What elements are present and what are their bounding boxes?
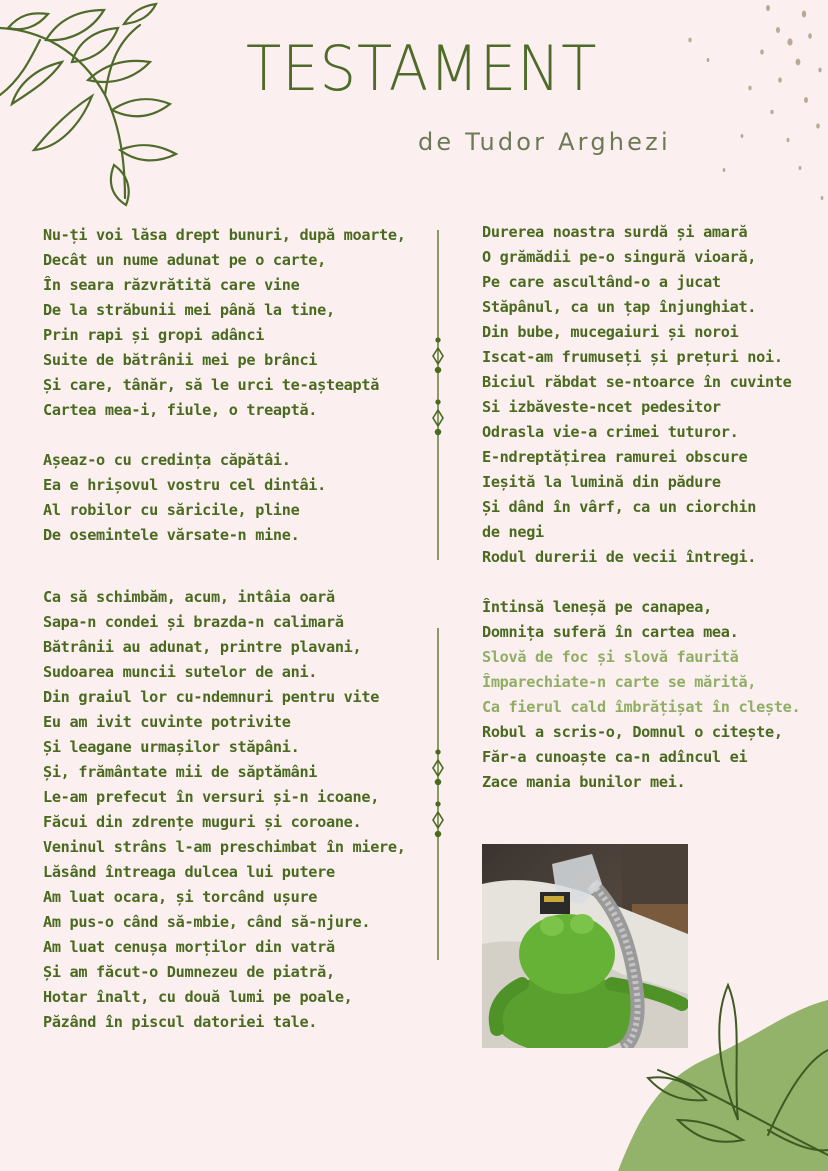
poem-line: de negi bbox=[482, 523, 544, 541]
poem-line: Făcui din zdrențe muguri și coroane. bbox=[43, 813, 362, 831]
leaf-branch-icon bbox=[0, 0, 190, 210]
poem-line: O grămădii pe-o singură vioară, bbox=[482, 248, 757, 266]
poem-line: Din bube, mucegaiuri și noroi bbox=[482, 323, 739, 341]
poem-line: Robul a scris-o, Domnul o citește, bbox=[482, 723, 783, 741]
poem-line: Și leagane urmașilor stăpâni. bbox=[43, 738, 300, 756]
poem-line: Hotar înalt, cu două lumi pe poale, bbox=[43, 988, 353, 1006]
poem-line: Durerea noastra surdă și amară bbox=[482, 223, 748, 241]
poem-line: Sapa-n condei și brazda-n calimară bbox=[43, 613, 344, 631]
poem-line: Și am făcut-o Dumnezeu de piatră, bbox=[43, 963, 335, 981]
poem-line: Iscat-am frumuseți și prețuri noi. bbox=[482, 348, 783, 366]
poem-line: Din graiul lor cu-ndemnuri pentru vite bbox=[43, 688, 380, 706]
poem-line: Rodul durerii de vecii întregi. bbox=[482, 548, 757, 566]
poem-line: Zace mania bunilor mei. bbox=[482, 773, 686, 791]
poem-line: Întinsă leneșă pe canapea, bbox=[482, 598, 712, 616]
author-subtitle: de Tudor Arghezi bbox=[418, 128, 671, 156]
poem-line: Și care, tânăr, să le urci te-așteaptă bbox=[43, 376, 380, 394]
stanza bbox=[482, 220, 802, 570]
poem-line: Prin rapi și gropi adânci bbox=[43, 326, 265, 344]
poem-line: Bătrânii au adunat, printre plavani, bbox=[43, 638, 362, 656]
poem-line: În seara răzvrătită care vine bbox=[43, 276, 300, 294]
poem-line: Domnița suferă în cartea mea. bbox=[482, 623, 739, 641]
poem-line: Am pus-o când să-mbie, când să-njure. bbox=[43, 913, 371, 931]
poem-left-column bbox=[43, 223, 423, 1060]
poem-line: Odrasla vie-a crimei tuturor. bbox=[482, 423, 739, 441]
poem-line: Decât un nume adunat pe o carte, bbox=[43, 251, 326, 269]
poem-line: De osemintele vărsate-n mine. bbox=[43, 526, 300, 544]
poem-line: Biciul răbdat se-ntoarce în cuvinte bbox=[482, 373, 792, 391]
poem-line: Ca să schimbăm, acum, intâia oară bbox=[43, 588, 335, 606]
poem-line: Lăsând întreaga dulcea lui putere bbox=[43, 863, 335, 881]
poem-line: De la străbunii mei până la tine, bbox=[43, 301, 335, 319]
poem-line: Le-am prefecut în versuri și-n icoane, bbox=[43, 788, 380, 806]
poem-line: Si izbăveste-ncet pedesitor bbox=[482, 398, 721, 416]
poem-line: Așeaz-o cu credința căpătâi. bbox=[43, 451, 291, 469]
poem-line: Ieșită la lumină din pădure bbox=[482, 473, 721, 491]
ornament-divider-icon bbox=[430, 230, 446, 960]
poem-line: Făr-a cunoaște ca-n adîncul ei bbox=[482, 748, 748, 766]
poem-line: Nu-ți voi lăsa drept bunuri, după moarte, bbox=[43, 226, 406, 244]
poem-line: Cartea mea-i, fiule, o treaptă. bbox=[43, 401, 318, 419]
poem-right-column bbox=[482, 220, 802, 820]
poem-line-highlight: Slovă de foc și slovă faurită bbox=[482, 648, 739, 666]
poem-line: Am luat cenușa morților din vatră bbox=[43, 938, 335, 956]
poem-line: Și dând în vârf, ca un ciorchin bbox=[482, 498, 757, 516]
poem-line: Suite de bătrânii mei pe brânci bbox=[43, 351, 318, 369]
poem-line: E-ndreptățirea ramurei obscure bbox=[482, 448, 748, 466]
dots-speckle-icon bbox=[680, 0, 828, 210]
stanza bbox=[43, 585, 423, 1035]
stanza bbox=[482, 595, 802, 795]
poem-line: Am luat ocara, și torcând ușure bbox=[43, 888, 318, 906]
poem-line: Eu am ivit cuvinte potrivite bbox=[43, 713, 291, 731]
stanza bbox=[43, 448, 423, 548]
stanza bbox=[43, 223, 423, 423]
poem-line-highlight: Împarechiate-n carte se mărită, bbox=[482, 673, 757, 691]
poem-line: Stăpânul, ca un țap înjunghiat. bbox=[482, 298, 757, 316]
poem-line-highlight: Ca fierul cald îmbrățișat în clește. bbox=[482, 698, 801, 716]
page-title: TESTAMENT bbox=[246, 32, 598, 105]
poem-line: Sudoarea muncii sutelor de ani. bbox=[43, 663, 318, 681]
poem-line: Veninul strâns l-am preschimbat în miere, bbox=[43, 838, 406, 856]
poem-line: Păzând în piscul datoriei tale. bbox=[43, 1013, 318, 1031]
poem-line: Al robilor cu săricile, pline bbox=[43, 501, 300, 519]
poem-line: Ea e hrișovul vostru cel dintâi. bbox=[43, 476, 326, 494]
poem-line: Și, frământate mii de săptămâni bbox=[43, 763, 318, 781]
leaf-branch-icon bbox=[618, 970, 828, 1171]
poem-line: Pe care ascultând-o a jucat bbox=[482, 273, 721, 291]
